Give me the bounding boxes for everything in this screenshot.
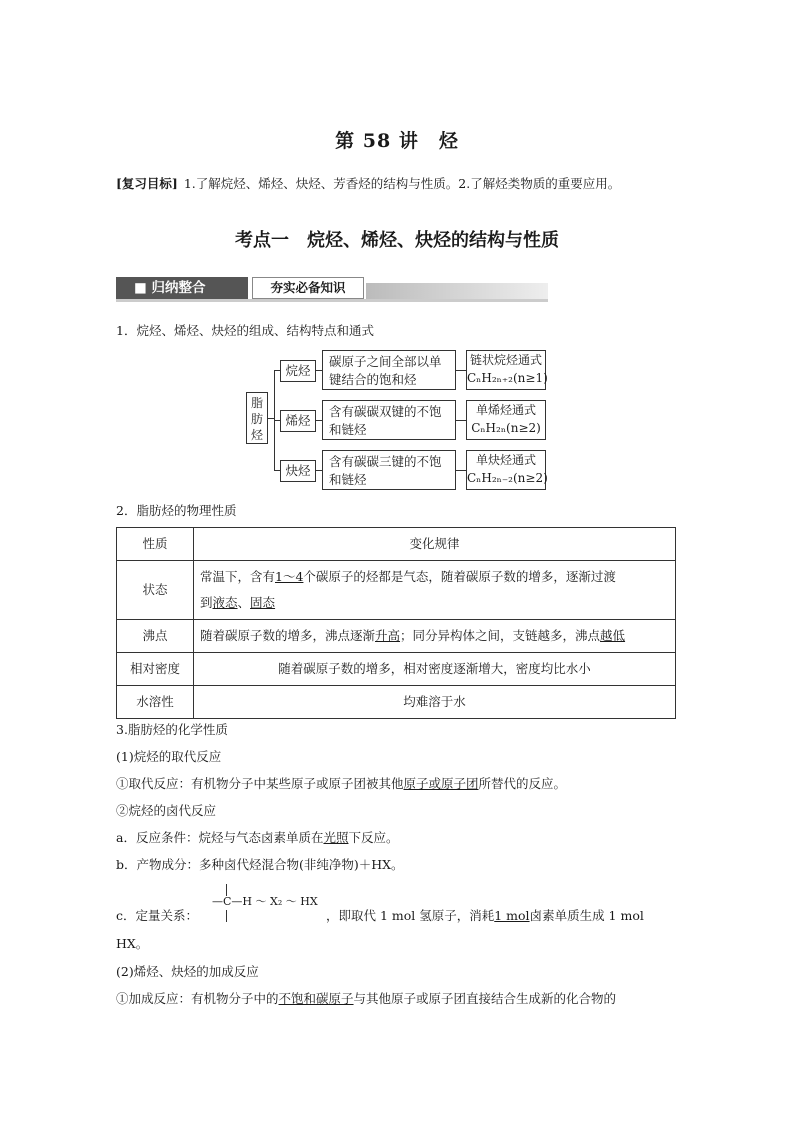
s3-p1: ①取代反应：有机物分子中某些原子或原子团被其他原子或原子团所替代的反应。: [116, 776, 567, 791]
table-cell: 相对密度: [117, 653, 194, 686]
quantitative-formula: —C—H ～ X₂ ～ HX: [212, 895, 318, 908]
s1-heading: 1．烷烃、烯烃、炔烃的组成、结构特点和通式: [116, 323, 374, 338]
s2-heading: 2．脂肪烃的物理性质: [116, 503, 237, 518]
s3-p2: ②烷烃的卤代反应: [116, 803, 217, 818]
banner-left: ■ 归纳整合: [116, 277, 248, 299]
s3-pa: a．反应条件：烷烃与气态卤素单质在光照下反应。: [116, 830, 399, 845]
alkene-box: 烯烃: [280, 410, 316, 432]
table-header: 变化规律: [194, 528, 676, 561]
table-cell: 状态: [117, 561, 194, 620]
table-cell: 常温下，含有1～4个碳原子的烃都是气态，随着碳原子数的增多，逐渐过渡 到液态、固态: [194, 561, 676, 620]
s3-pc-rest: ，即取代 1 mol 氢原子，消耗1 mol卤素单质生成 1 mol: [326, 908, 644, 923]
s3-p3: ①加成反应：有机物分子中的不饱和碳原子与其他原子或原子团直接结合生成新的化合物的: [116, 991, 617, 1006]
table-cell: 随着碳原子数的增多，沸点逐渐升高；同分异构体之间，支链越多，沸点越低: [194, 620, 676, 653]
goal-text: 1.了解烷烃、烯烃、炔烃、芳香烃的结构与性质。2.了解烃类物质的重要应用。: [183, 176, 621, 191]
alkane-formula: 链状烷烃通式 CₙH₂ₙ₊₂(n≥1): [466, 350, 546, 390]
s3-sub2: (2)烯烃、炔烃的加成反应: [116, 964, 259, 979]
alkyne-formula: 单炔烃通式 CₙH₂ₙ₋₂(n≥2): [466, 450, 546, 490]
alkene-formula: 单烯烃通式 CₙH₂ₙ(n≥2): [466, 400, 546, 440]
table-row: [117, 620, 676, 653]
s3-pb: b．产物成分：多种卤代烃混合物(非纯净物)＋HX。: [116, 857, 404, 872]
table-row: [117, 528, 676, 561]
table-cell: 均难溶于水: [194, 686, 676, 719]
table-cell: 随着碳原子数的增多，相对密度逐渐增大，密度均比水小: [194, 653, 676, 686]
s3-heading: 3.脂肪烃的化学性质: [116, 722, 228, 737]
section-title: 考点一 烷烃、烯烃、炔烃的结构与性质: [235, 230, 559, 251]
banner-right: 夯实必备知识: [252, 277, 364, 299]
table-cell: 沸点: [117, 620, 194, 653]
diagram-root: 脂肪烃: [246, 392, 268, 444]
goal-tag: [复习目标]: [116, 176, 178, 191]
physical-properties-table: [116, 527, 676, 719]
s3-pc-line2: HX。: [116, 936, 149, 951]
alkane-desc: 碳原子之间全部以单 键结合的饱和烃: [322, 350, 456, 390]
alkane-box: 烷烃: [280, 360, 316, 382]
alkyne-desc: 含有碳碳三键的不饱 和链烃: [322, 450, 456, 490]
s3-sub1: (1)烷烃的取代反应: [116, 749, 222, 764]
review-goal: [116, 174, 716, 192]
table-header: 性质: [117, 528, 194, 561]
section-banner: [116, 277, 432, 301]
table-cell: 水溶性: [117, 686, 194, 719]
table-row: [117, 686, 676, 719]
s3-pc: c．定量关系：: [116, 908, 199, 923]
alkene-desc: 含有碳碳双键的不饱 和链烃: [322, 400, 456, 440]
table-row: [117, 561, 676, 620]
page-title: 第 58 讲 烃: [335, 130, 459, 152]
table-row: [117, 653, 676, 686]
alkyne-box: 炔烃: [280, 460, 316, 482]
